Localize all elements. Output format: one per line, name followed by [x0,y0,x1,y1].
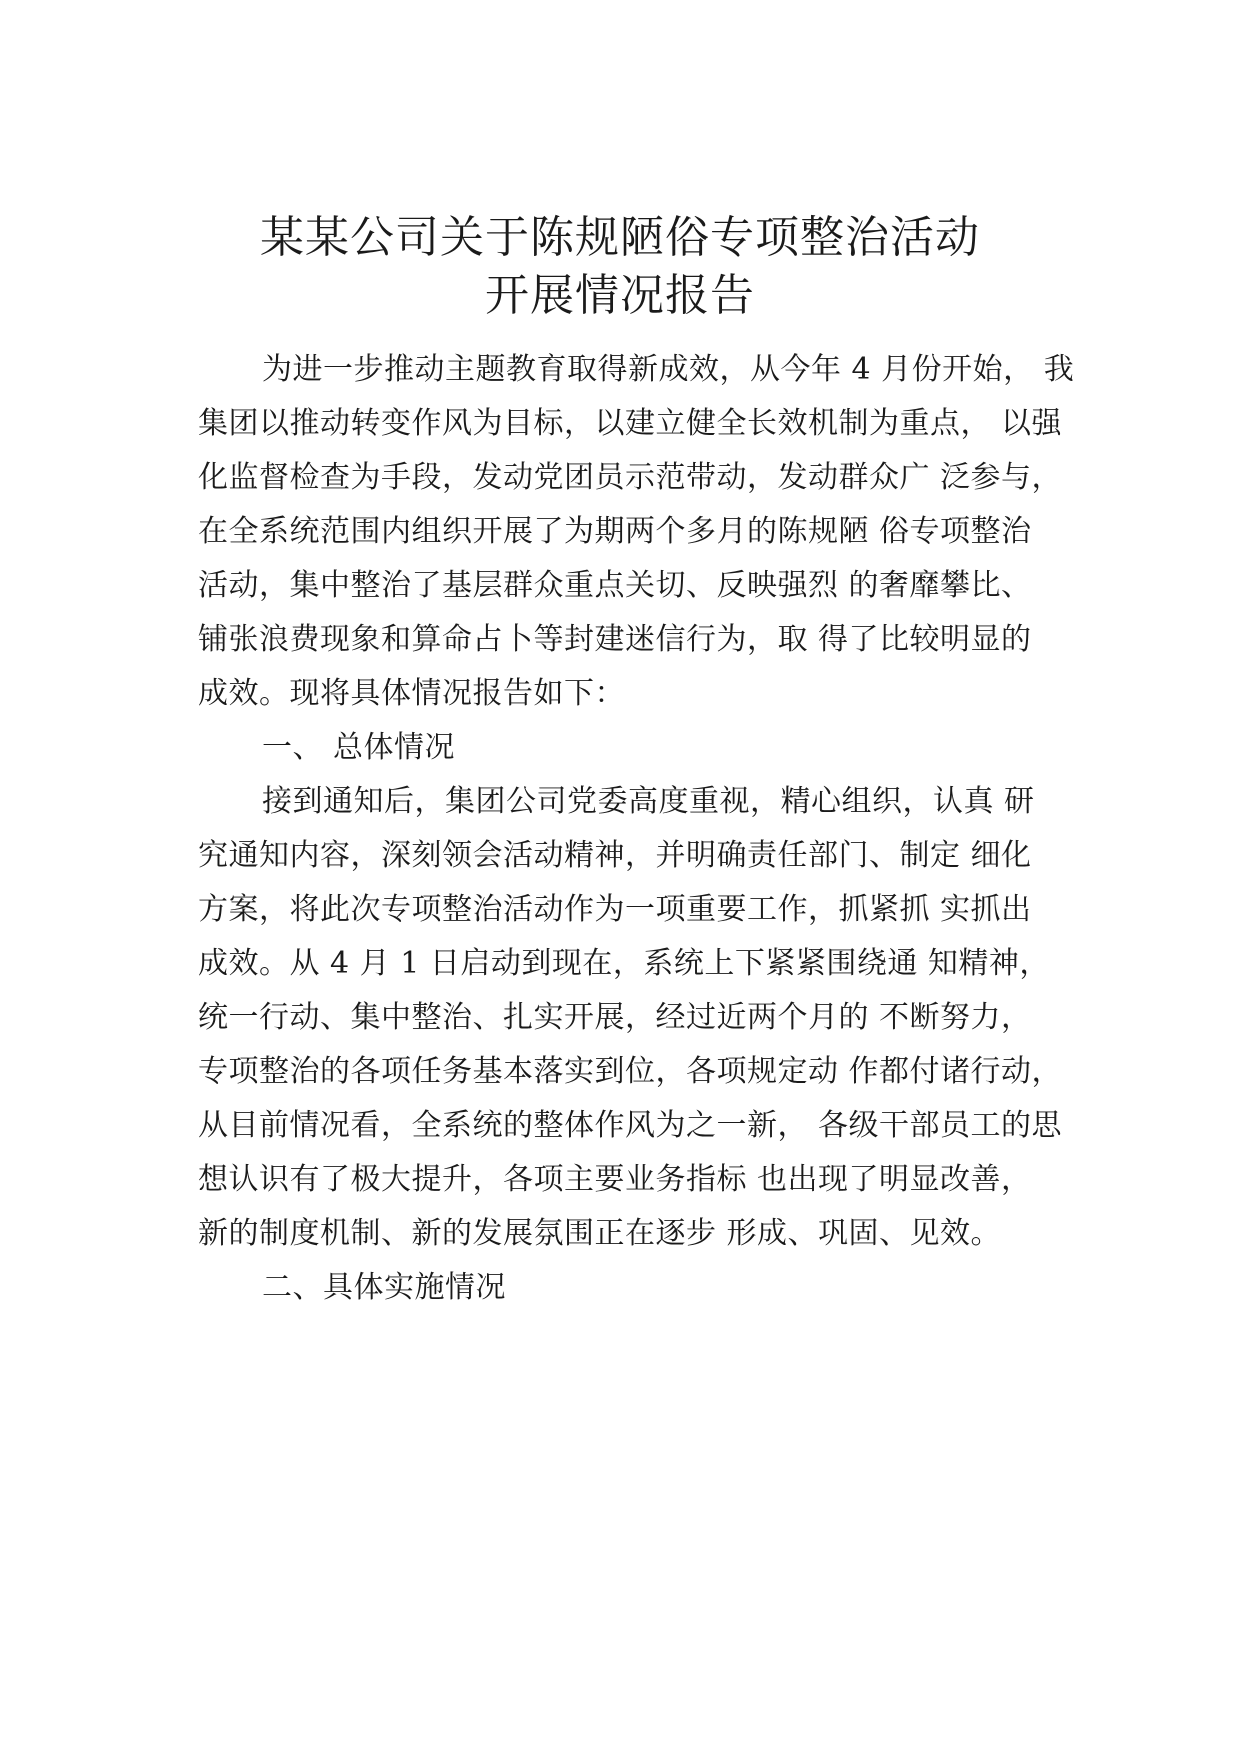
intro-paragraph-line: 集团以推动转变作风为目标，以建立健全长效机制为重点， 以强 [198,406,1063,441]
section-1-paragraph-line: 想认识有了极大提升，各项主要业务指标 也出现了明显改善， [198,1162,1032,1197]
intro-paragraph-line: 铺张浪费现象和算命占卜等封建迷信行为，取 得了比较明显的 [198,622,1032,657]
document-title-line-2: 开展情况报告 [485,270,755,321]
intro-paragraph-line: 在全系统范围内组织开展了为期两个多月的陈规陋 俗专项整治 [198,514,1032,549]
intro-paragraph-line: 为进一步推动主题教育取得新成效，从今年 4 月份开始， 我 [262,352,1075,387]
intro-paragraph-line: 成效。现将具体情况报告如下： [198,676,625,711]
section-1-paragraph-line: 从目前情况看，全系统的整体作风为之一新， 各级干部员工的思 [198,1108,1063,1143]
intro-paragraph-line: 化监督检查为手段，发动党团员示范带动，发动群众广 泛参与， [198,460,1063,495]
section-2-heading: 二、具体实施情况 [262,1270,506,1305]
section-1-heading: 一、 总体情况 [262,730,456,765]
section-1-paragraph-line: 究通知内容，深刻领会活动精神，并明确责任部门、制定 细化 [198,838,1032,873]
document-title-line-1: 某某公司关于陈规陋俗专项整治活动 [260,212,980,263]
section-1-paragraph-line: 新的制度机制、新的发展氛围正在逐步 形成、巩固、见效。 [198,1216,1002,1251]
section-1-paragraph-line: 方案，将此次专项整治活动作为一项重要工作，抓紧抓 实抓出 [198,892,1032,927]
section-1-paragraph-line: 成效。从 4 月 1 日启动到现在，系统上下紧紧围绕通 知精神， [198,946,1050,981]
section-1-paragraph-line: 专项整治的各项任务基本落实到位，各项规定动 作都付诸行动， [198,1054,1063,1089]
section-1-paragraph-line: 统一行动、集中整治、扎实开展，经过近两个月的 不断努力， [198,1000,1032,1035]
intro-paragraph-line: 活动，集中整治了基层群众重点关切、反映强烈 的奢靡攀比、 [198,568,1032,603]
section-1-paragraph-line: 接到通知后，集团公司党委高度重视，精心组织，认真 研 [262,784,1035,819]
